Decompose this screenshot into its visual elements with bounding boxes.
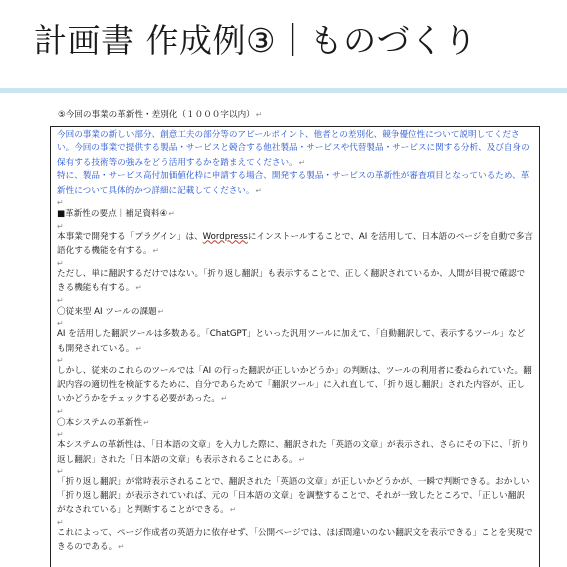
section-heading: ⑤今回の事業の革新性・差別化（１０００字以内）↵ [58, 110, 263, 120]
body-paragraph-4: しかし、従来のこれらのツールでは「AI の行った翻訳が正しいかどうか」の判断は、ツールの利用者に委ねられていた。翻訳内容の適切性を検証するために、自分であらためて「翻訳ツール」に入れ直して、「折り返し翻訳」された内容が、正しいかどうかをチェックする必要があった。↵ [57, 366, 532, 404]
paragraph-mark-icon: ↵ [255, 110, 263, 119]
document-excerpt [50, 108, 540, 567]
paragraph-mark-icon: ↵ [298, 157, 305, 167]
paragraph-mark-icon: ↵ [143, 417, 150, 427]
body-paragraph-7: これによって、ページ作成者の英語力に依存せず、「公開ページでは、ほぼ間違いのない翻訳文を表示できる」ことを実現できるのである。↵ [57, 527, 533, 552]
paragraph-mark-icon: ↵ [168, 209, 175, 218]
paragraph-mark-icon: ↵ [255, 185, 262, 195]
body-paragraph-5: 本システムの革新性は、「日本語の文章」を入力した際に、翻訳された「英語の文章」が表示され、さらにその下に、「折り返し翻訳」された「日本語の文章」も表示されることにある。↵ [57, 440, 530, 465]
header-divider [0, 88, 567, 93]
paragraph-mark-icon: ↵ [135, 283, 142, 292]
paragraph-mark-icon: ↵ [57, 258, 64, 268]
paragraph-mark-icon: ↵ [157, 306, 164, 316]
paragraph-mark-icon: ↵ [135, 343, 142, 353]
paragraph-mark-icon: ↵ [57, 198, 64, 207]
paragraph-mark-icon: ↵ [57, 467, 64, 476]
instruction-text-2: 特に、製品・サービス高付加価値化枠に申請する場合、開発する製品・サービスの革新性が審査項目となっているため、革新性について具体的かつ詳細に記載してください。↵ [57, 171, 530, 196]
paragraph-mark-icon: ↵ [298, 454, 305, 464]
paragraph-mark-icon: ↵ [57, 430, 64, 439]
paragraph-mark-icon: ↵ [118, 542, 125, 551]
paragraph-mark-icon: ↵ [57, 319, 64, 328]
body-paragraph-1: 本事業で開発する「プラグイン」は、Wordpressにインストールすることで、AI を活用して、日本語のページを自動で多言語化する機能を有する。↵ [57, 231, 534, 256]
paragraph-mark-icon: ↵ [57, 517, 64, 527]
paragraph-mark-icon: ↵ [57, 406, 64, 416]
instruction-text-1: 今回の事業の新しい部分、創意工夫の部分等のアピールポイント、他者との差別化、競争優位性について説明してください。今回の事業で提供する製品・サービスと競合する他社製品・サービスや代替製品・サービスに関する分析、及び自身の保有する技術等の強みをどう活用するかを踏まえてください。↵ [57, 129, 530, 168]
paragraph-mark-icon: ↵ [57, 295, 64, 305]
system-heading: 〇本システムの革新性↵ [57, 417, 150, 428]
paragraph-mark-icon: ↵ [57, 356, 64, 365]
conventional-heading: 〇従来型 AI ツールの課題↵ [57, 306, 164, 317]
body-paragraph-3: AI を活用した翻訳ツールは多数ある。「ChatGPT」といった汎用ツールに加えて、「自動翻訳して、表示するツール」なども開発されている。↵ [57, 329, 526, 354]
paragraph-mark-icon: ↵ [57, 221, 64, 231]
answer-box [50, 126, 540, 567]
paragraph-mark-icon: ↵ [220, 394, 228, 403]
innovation-heading: ■革新性の要点｜補足資料④↵ [57, 209, 175, 219]
slide-title: 計画書 作成例③｜ものづくり [34, 21, 478, 60]
slide-header [0, 0, 567, 88]
paragraph-mark-icon: ↵ [229, 505, 237, 514]
body-paragraph-6: 「折り返し翻訳」が常時表示されることで、翻訳された「英語の文章」が正しいかどうかが、一瞬で判断できる。おかしい「折り返し翻訳」が表示されていれば、元の「日本語の文章」を調整することで、それが一致したところで、「正しい翻訳がなされている」と判断することができる。↵ [57, 477, 530, 515]
spellcheck-word: Wordpress [202, 231, 248, 242]
paragraph-mark-icon: ↵ [152, 246, 159, 255]
body-paragraph-2: ただし、単に翻訳するだけではない。「折り返し翻訳」も表示することで、正しく翻訳されているか、人間が目視で確認できる機能も有する。↵ [57, 268, 526, 293]
